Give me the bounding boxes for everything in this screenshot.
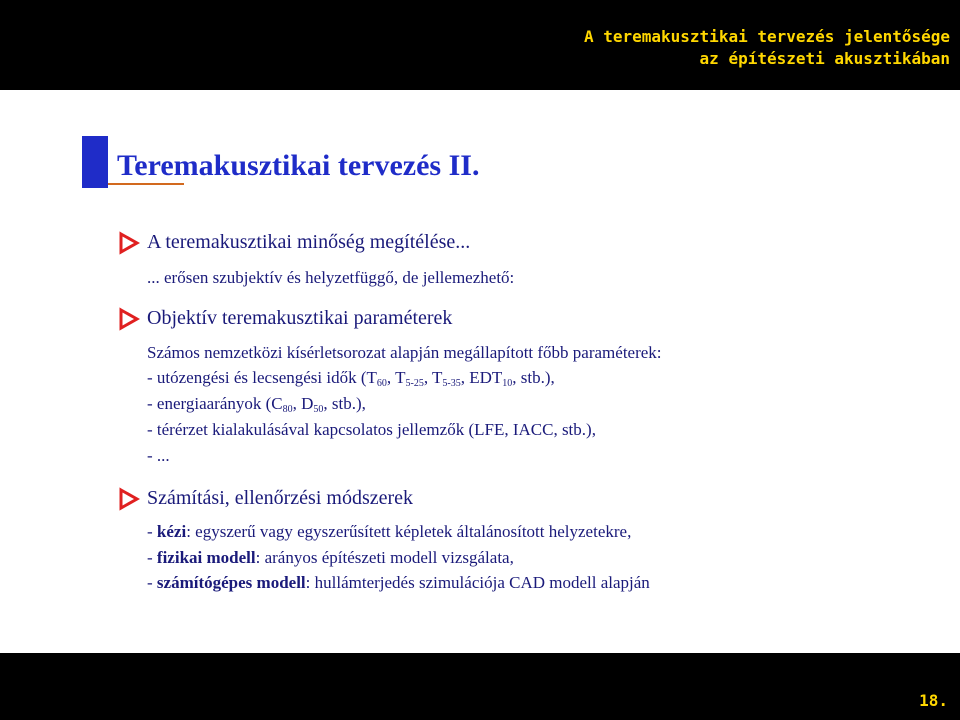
title-accent-block bbox=[82, 136, 108, 188]
triangle-bullet-icon bbox=[118, 487, 140, 511]
triangle-bullet-icon bbox=[118, 307, 140, 331]
section2-heading: Objektív teremakusztikai paraméterek bbox=[147, 307, 453, 329]
method-item-physical-model: - fizikai modell: arányos építészeti modell vizsgálata, bbox=[147, 548, 514, 567]
section3-heading: Számítási, ellenőrzési módszerek bbox=[147, 487, 414, 509]
slide-title: Teremakusztikai tervezés II. bbox=[117, 149, 480, 182]
parameter-item-more: - ... bbox=[147, 446, 170, 465]
footer-bar bbox=[0, 653, 960, 720]
presentation-title-line1: A teremakusztikai tervezés jelentősége bbox=[583, 27, 950, 46]
method-item-computer-model: - számítógépes modell: hullámterjedés szimulációja CAD modell alapján bbox=[147, 573, 650, 592]
section2-intro: Számos nemzetközi kísérletsorozat alapján megállapított főbb paraméterek: bbox=[147, 343, 662, 362]
parameter-item-reverb-times: - utózengési és lecsengési idők ($T_{60}$, $T_{5-25}$, $T_{5-35}$, $EDT_{10}$, stb.), bbox=[147, 368, 555, 389]
page-number: 18. bbox=[919, 691, 948, 710]
presentation-title bbox=[584, 26, 950, 70]
parameter-item-energy-ratios: - energiaarányok ($C_{80}$, $D_{50}$, stb.), bbox=[147, 394, 366, 415]
presentation-title-line2: az építészeti akusztikában bbox=[699, 49, 950, 68]
parameter-item-spatial: - térérzet kialakulásával kapcsolatos jellemzők (LFE, IACC, stb.), bbox=[147, 420, 596, 439]
triangle-bullet-icon bbox=[118, 231, 140, 255]
header-bar bbox=[0, 0, 960, 90]
method-item-manual: - kézi: egyszerű vagy egyszerűsített képletek általánosított helyzetekre, bbox=[147, 522, 632, 541]
section1-heading: A teremakusztikai minőség megítélése... bbox=[147, 231, 471, 253]
section1-subline: ... erősen szubjektív és helyzetfüggő, de jellemezhető: bbox=[147, 268, 515, 287]
